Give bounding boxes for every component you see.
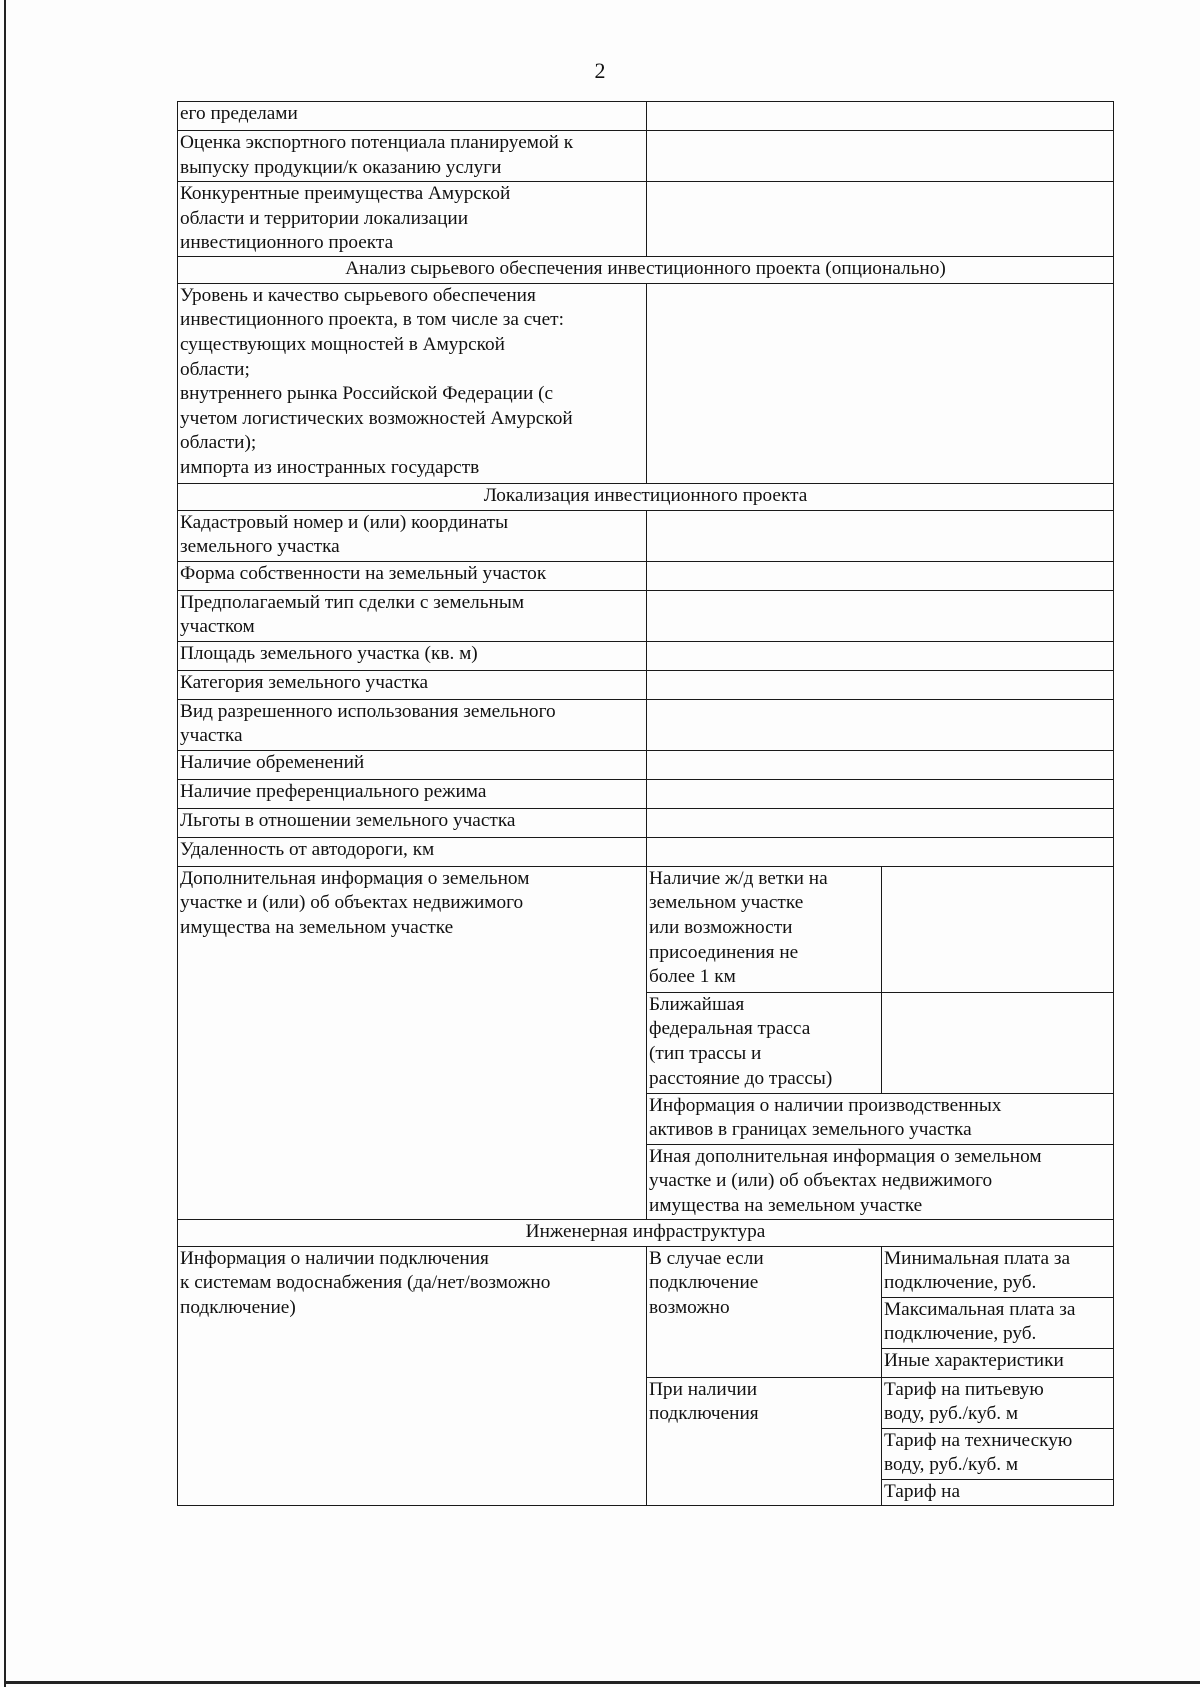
row-label: Конкурентные преимущества Амурской области и территории локализации инвестиционного проекта [178,182,647,257]
table-row [178,131,1114,182]
row-value [647,699,1114,750]
table-row [178,283,1114,483]
other-characteristics-label: Иные характеристики [882,1348,1114,1377]
row-value [647,283,1114,483]
water-supply-label: Информация о наличии подключения к системам водоснабжения (да/нет/возможно подключение) [178,1246,647,1505]
scan-border-left [4,0,6,1687]
highway-label: Ближайшая федеральная трасса (тип трассы и расстояние до трассы) [647,992,882,1093]
row-label: Форма собственности на земельный участок [178,561,647,590]
railway-label: Наличие ж/д ветки на земельном участке или возможности присоединения не более 1 км [647,866,882,992]
section-heading-row [178,256,1114,283]
min-fee-label: Минимальная плата за подключение, руб. [882,1246,1114,1297]
row-label: Наличие преференциального режима [178,779,647,808]
technical-water-tariff-label: Тариф на техническую воду, руб./куб. м [882,1428,1114,1479]
row-label: Уровень и качество сырьевого обеспечения инвестиционного проекта, в том числе за счет: существующих мощностей в Амурской области; внутреннего рынка Российской Федерации (с учетом логистических возможностей Амурской области); импорта из иностранных государств [178,283,647,483]
section-heading-raw-materials: Анализ сырьевого обеспечения инвестиционного проекта (опционально) [178,256,1114,283]
max-fee-label: Максимальная плата за подключение, руб. [882,1297,1114,1348]
investment-project-form-table [177,101,1114,1506]
table-row [178,750,1114,779]
row-value [647,670,1114,699]
row-label: Площадь земельного участка (кв. м) [178,641,647,670]
other-info-label: Иная дополнительная информация о земельном участке и (или) об объектах недвижимого имущества на земельном участке [647,1144,1114,1219]
row-label: Оценка экспортного потенциала планируемой к выпуску продукции/к оказанию услуги [178,131,647,182]
table-row [178,670,1114,699]
row-label: Льготы в отношении земельного участка [178,808,647,837]
railway-value [882,866,1114,992]
table-row [178,808,1114,837]
row-label: Наличие обременений [178,750,647,779]
row-value [647,102,1114,131]
table-row [178,866,1114,992]
row-value [647,779,1114,808]
table-row [178,837,1114,866]
row-label: Вид разрешенного использования земельного участка [178,699,647,750]
row-value [647,808,1114,837]
row-value [647,750,1114,779]
table-row [178,699,1114,750]
scan-border-bottom [4,1681,1200,1684]
production-assets-label: Информация о наличии производственных активов в границах земельного участка [647,1093,1114,1144]
row-value [647,131,1114,182]
additional-info-label: Дополнительная информация о земельном участке и (или) об объектах недвижимого имущества на земельном участке [178,866,647,1219]
row-label: Предполагаемый тип сделки с земельным участком [178,590,647,641]
row-label: Кадастровый номер и (или) координаты земельного участка [178,510,647,561]
row-value [647,641,1114,670]
section-heading-infrastructure: Инженерная инфраструктура [178,1219,1114,1246]
highway-value [882,992,1114,1093]
table-row [178,590,1114,641]
row-value [647,590,1114,641]
page-number: 2 [594,58,606,83]
section-heading-row [178,483,1114,510]
row-value [647,561,1114,590]
if-possible-label: В случае если подключение возможно [647,1246,882,1377]
table-row [178,779,1114,808]
table-row [178,510,1114,561]
if-connected-label: При наличии подключения [647,1377,882,1505]
row-label: его пределами [178,102,647,131]
table-row [178,182,1114,257]
table-row [178,1246,1114,1297]
table-row [178,102,1114,131]
table-row [178,641,1114,670]
tariff-cut-label: Тариф на [882,1479,1114,1505]
row-label: Категория земельного участка [178,670,647,699]
table-row [178,561,1114,590]
row-value [647,837,1114,866]
section-heading-localization: Локализация инвестиционного проекта [178,483,1114,510]
drinking-water-tariff-label: Тариф на питьевую воду, руб./куб. м [882,1377,1114,1428]
row-label: Удаленность от автодороги, км [178,837,647,866]
section-heading-row [178,1219,1114,1246]
row-value [647,510,1114,561]
row-value [647,182,1114,257]
